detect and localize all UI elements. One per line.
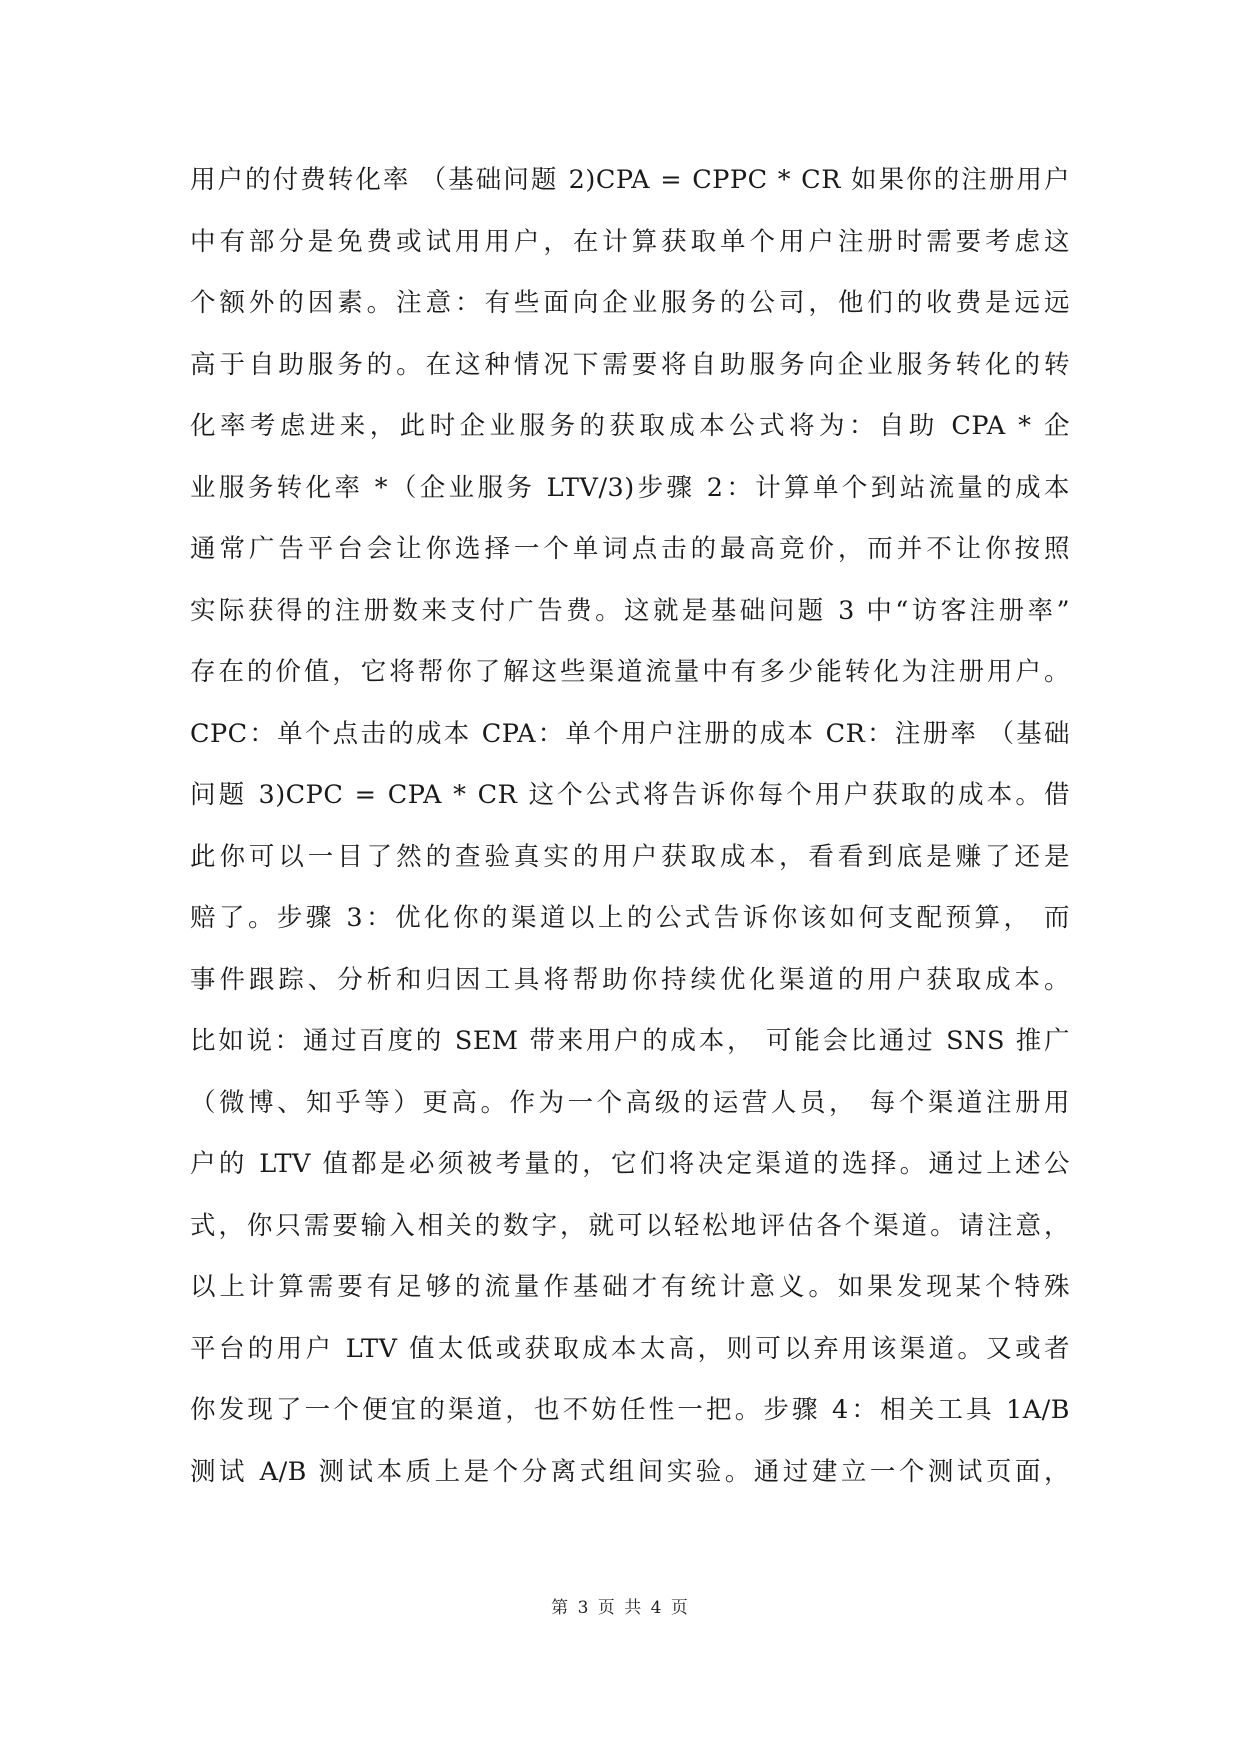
text-line: 平台的用户 LTV 值太低或获取成本太高，则可以弃用该渠道。又或者: [190, 1333, 1070, 1364]
text-line: 比如说：通过百度的 SEM 带来用户的成本， 可能会比通过 SNS 推广: [190, 1026, 1070, 1056]
text-line: 式，你只需要输入相关的数字，就可以轻松地评估各个渠道。请注意，: [190, 1210, 1070, 1241]
text-line: CPC：单个点击的成本 CPA：单个用户注册的成本 CR：注册率 （基础: [190, 718, 1070, 749]
text-line: 通常广告平台会让你选择一个单词点击的最高竞价，而并不让你按照: [190, 534, 1070, 564]
page-number-footer: 第 3 页 共 4 页: [551, 1598, 690, 1618]
text-line: 实际获得的注册数来支付广告费。这就是基础问题 3 中“访客注册率”: [190, 595, 1070, 626]
text-line: 用户的付费转化率 （基础问题 2)CPA = CPPC * CR 如果你的注册用户: [190, 165, 1070, 195]
text-line: 业服务转化率 *（企业服务 LTV/3)步骤 2：计算单个到站流量的成本: [190, 472, 1070, 503]
text-line: 以上计算需要有足够的流量作基础才有统计意义。如果发现某个特殊: [190, 1272, 1070, 1302]
text-line: 户的 LTV 值都是必须被考量的，它们将决定渠道的选择。通过上述公: [190, 1149, 1070, 1179]
text-line: 个额外的因素。注意：有些面向企业服务的公司，他们的收费是远远: [190, 288, 1070, 318]
text-line: 存在的价值，它将帮你了解这些渠道流量中有多少能转化为注册用户。: [190, 657, 1070, 687]
text-line: （微博、知乎等）更高。作为一个高级的运营人员， 每个渠道注册用: [190, 1087, 1070, 1118]
text-line: 高于自助服务的。在这种情况下需要将自助服务向企业服务转化的转: [190, 349, 1070, 380]
body-text: [190, 150, 1070, 1503]
text-line: 赔了。步骤 3：优化你的渠道以上的公式告诉你该如何支配预算， 而: [190, 903, 1070, 933]
text-line: 事件跟踪、分析和归因工具将帮助你持续优化渠道的用户获取成本。: [190, 964, 1070, 995]
text-line: 你发现了一个便宜的渠道，也不妨任性一把。步骤 4：相关工具 1A/B: [190, 1395, 1070, 1425]
text-line: 问题 3)CPC = CPA * CR 这个公式将告诉你每个用户获取的成本。借: [190, 780, 1070, 810]
text-line: 测试 A/B 测试本质上是个分离式组间实验。通过建立一个测试页面，: [190, 1456, 1070, 1487]
text-line: 中有部分是免费或试用用户，在计算获取单个用户注册时需要考虑这: [190, 226, 1070, 257]
text-line: 此你可以一目了然的查验真实的用户获取成本，看看到底是赚了还是: [190, 841, 1070, 872]
text-line: 化率考虑进来，此时企业服务的获取成本公式将为：自助 CPA * 企: [190, 411, 1070, 441]
